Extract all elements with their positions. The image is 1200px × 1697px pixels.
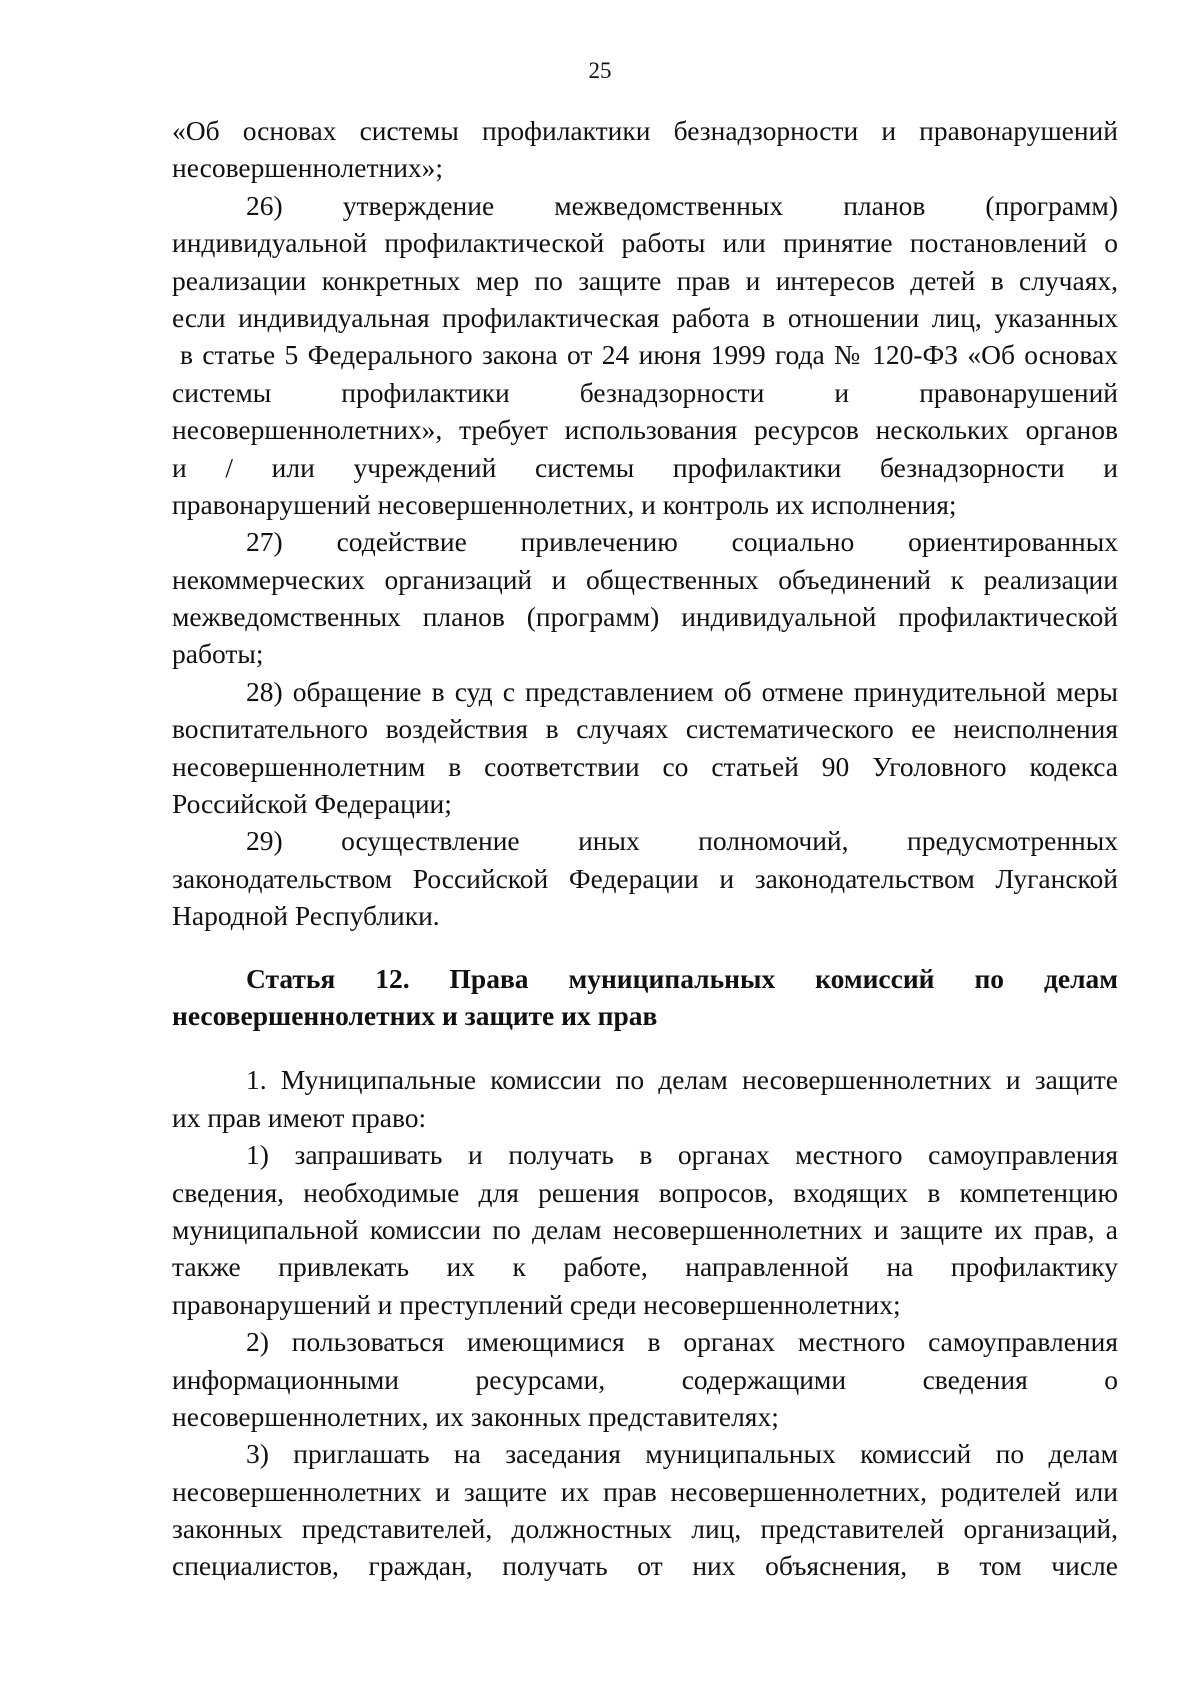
- heading-line: Статья 12. Права муниципальных комиссий по делам: [246, 962, 1118, 994]
- text-line: правонарушений и преступлений среди несовершеннолетних;: [172, 1288, 901, 1320]
- document-body: [172, 112, 1118, 1585]
- text-line: воспитательного воздействия в случаях систематического ее неисполнения: [172, 713, 1118, 745]
- text-line: несовершеннолетних»;: [172, 152, 444, 184]
- paragraph-12-1: [172, 1061, 1118, 1136]
- text-line: Российской Федерации;: [172, 788, 452, 820]
- text-line: 29) осуществление иных полномочий, предусмотренных: [246, 825, 1118, 857]
- text-line: некоммерческих организаций и общественных объединений к реализации: [172, 563, 1118, 595]
- text-line: 1. Муниципальные комиссии по делам несовершеннолетних и защите: [246, 1064, 1118, 1096]
- text-line: системы профилактики безнадзорности и правонарушений: [172, 376, 1118, 408]
- text-line: реализации конкретных мер по защите прав и интересов детей в случаях,: [172, 264, 1118, 296]
- paragraph-12-1-2: [172, 1323, 1118, 1435]
- text-line: муниципальной комиссии по делам несовершеннолетних и защите их прав, а: [172, 1213, 1118, 1245]
- text-line: специалистов, граждан, получать от них объяснения, в том числе: [172, 1550, 1118, 1582]
- text-line: 2) пользоваться имеющимися в органах местного самоуправления: [246, 1326, 1118, 1358]
- text-line: сведения, необходимые для решения вопросов, входящих в компетенцию: [172, 1176, 1118, 1208]
- spacer: [172, 1034, 1118, 1061]
- text-line: Народной Республики.: [172, 900, 440, 932]
- text-line: 1) запрашивать и получать в органах местного самоуправления: [246, 1139, 1118, 1171]
- text-line: также привлекать их к работе, направленной на профилактику: [172, 1251, 1118, 1283]
- page-number: 25: [588, 58, 612, 83]
- text-line: несовершеннолетних, их законных представителях;: [172, 1400, 779, 1432]
- text-line: их прав имеют право:: [172, 1101, 427, 1133]
- paragraph-item-28: [172, 673, 1118, 823]
- text-line: индивидуальной профилактической работы или принятие постановлений о: [172, 227, 1118, 259]
- paragraph-item-29: [172, 822, 1118, 934]
- text-line: несовершеннолетних и защите их прав несовершеннолетних, родителей или: [172, 1475, 1118, 1507]
- text-line: если индивидуальная профилактическая работа в отношении лиц, указанных: [172, 301, 1118, 333]
- text-line: несовершеннолетним в соответствии со статьей 90 Уголовного кодекса: [172, 750, 1118, 782]
- paragraph-12-1-1: [172, 1136, 1118, 1323]
- text-line: в статье 5 Федерального закона от 24 июня 1999 года № 120-ФЗ «Об основах: [180, 339, 1118, 371]
- text-line: несовершеннолетних», требует использования ресурсов нескольких органов: [172, 414, 1118, 446]
- text-line: законодательством Российской Федерации и законодательством Луганской: [172, 862, 1118, 894]
- text-line: межведомственных планов (программ) индивидуальной профилактической: [172, 601, 1118, 633]
- text-line: 27) содействие привлечению социально ориентированных: [246, 526, 1118, 558]
- spacer: [172, 935, 1118, 960]
- paragraph-intro: [172, 112, 1118, 187]
- paragraph-12-1-3: [172, 1435, 1118, 1585]
- text-line: «Об основах системы профилактики безнадзорности и правонарушений: [172, 115, 1118, 146]
- text-line: 3) приглашать на заседания муниципальных комиссий по делам: [246, 1438, 1118, 1470]
- text-line: 26) утверждение межведомственных планов (программ): [246, 189, 1118, 221]
- text-line: законных представителей, должностных лиц, представителей организаций,: [172, 1513, 1118, 1545]
- text-line: и / или учреждений системы профилактики безнадзорности и: [172, 451, 1118, 483]
- text-line: работы;: [172, 638, 264, 670]
- text-line: 28) обращение в суд с представлением об отмене принудительной меры: [246, 675, 1118, 707]
- text-line: правонарушений несовершеннолетних, и контроль их исполнения;: [172, 488, 957, 520]
- text-line: информационными ресурсами, содержащими сведения о: [172, 1363, 1118, 1395]
- paragraph-item-27: [172, 523, 1118, 673]
- heading-line: несовершеннолетних и защите их прав: [172, 999, 658, 1031]
- paragraph-item-26: [172, 187, 1118, 524]
- article-heading: [172, 960, 1118, 1035]
